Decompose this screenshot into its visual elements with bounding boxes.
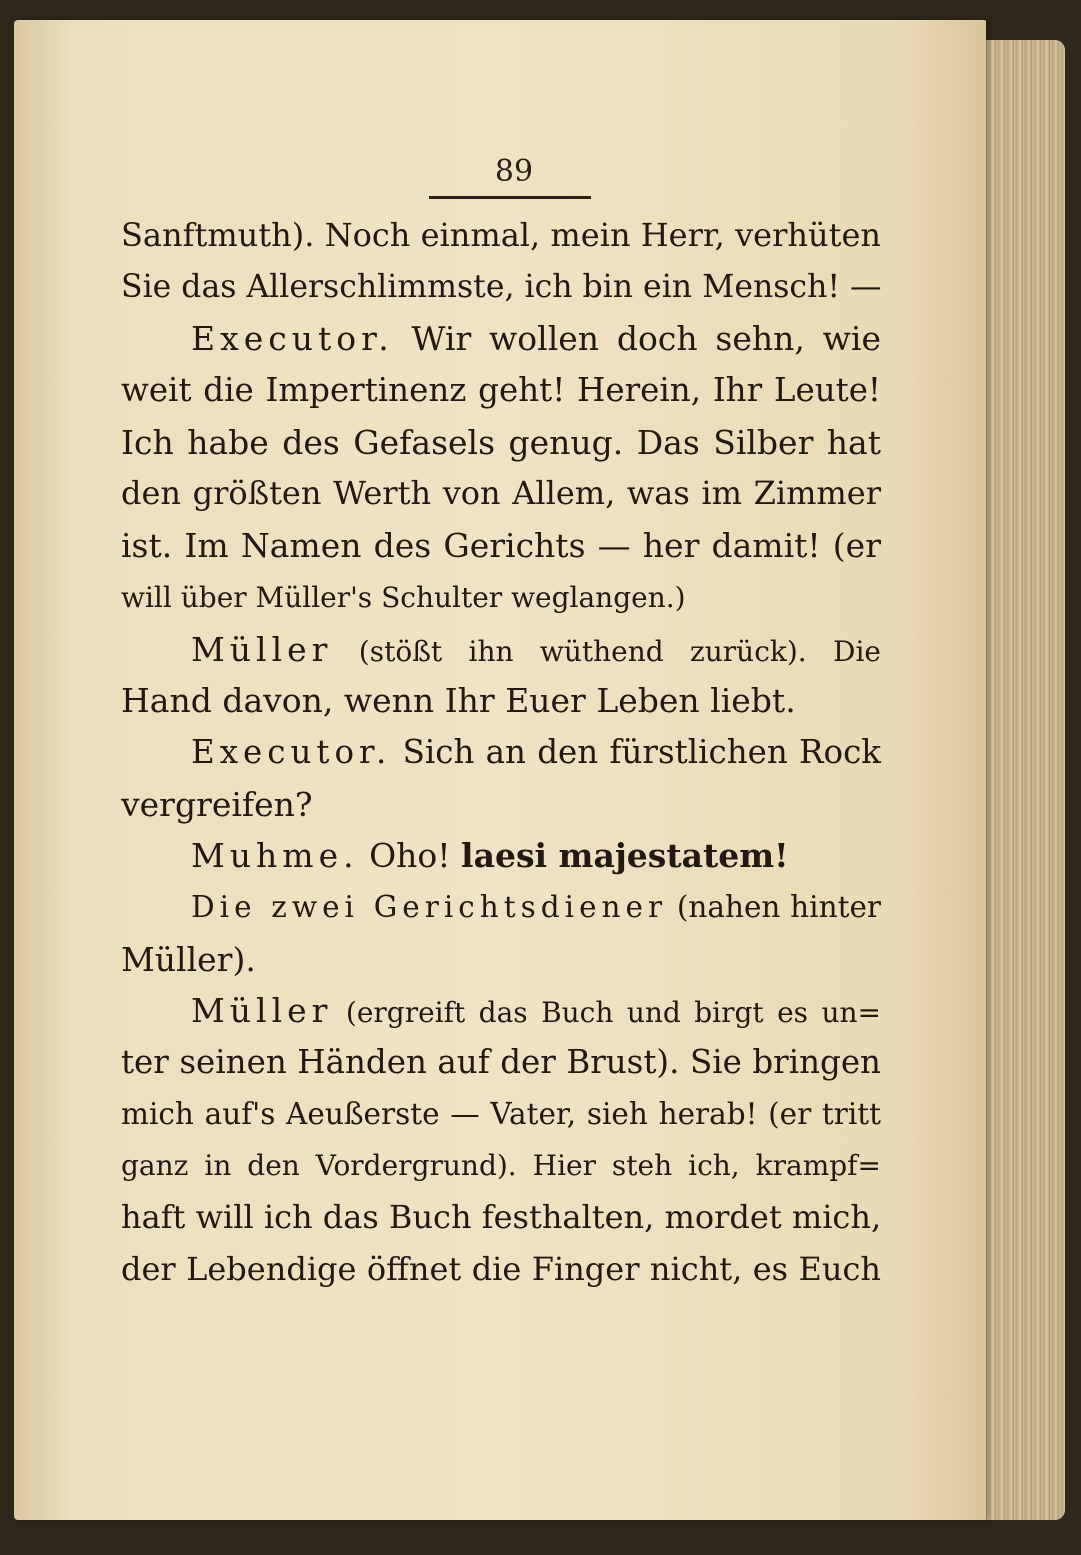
text-line: mich auf's Aeußerste — Vater, sieh herab! (er tritt: [121, 1096, 881, 1131]
text-line: Müller (stößt ihn wüthend zurück). Die: [191, 629, 881, 669]
header-rule: [429, 196, 591, 199]
text-line: Sie das Allerschlimmste, ich bin ein Mensch! —: [121, 268, 882, 305]
text-line: ter seinen Händen auf der Brust). Sie bringen: [121, 1043, 881, 1081]
text-block: [121, 210, 881, 1295]
speaker-name: Müller: [191, 629, 333, 669]
page-number: 89: [494, 154, 534, 189]
text-line: Die zwei Gerichtsdiener (nahen hinter: [191, 889, 881, 924]
text-line: Hand davon, wenn Ihr Euer Leben liebt.: [121, 681, 796, 721]
text-line: haft will ich das Buch festhalten, mordet mich,: [121, 1198, 882, 1237]
text-line: will über Müller's Schulter weglangen.): [121, 580, 686, 614]
text-line: Ich habe des Gefasels genug. Das Silber hat: [121, 422, 881, 462]
text-line: Sanftmuth). Noch einmal, mein Herr, verhüten: [121, 216, 881, 254]
text-line: vergreifen?: [121, 784, 313, 824]
text-line: der Lebendige öffnet die Finger nicht, es Euch: [121, 1249, 881, 1288]
text-line: ganz in den Vordergrund). Hier steh ich, krampf=: [121, 1149, 881, 1183]
latin-phrase: laesi majestatem!: [461, 836, 789, 876]
speaker-name: Executor.: [191, 732, 392, 771]
text-line: Müller (ergreift das Buch und birgt es un=: [191, 991, 881, 1031]
text-line: weit die Impertinenz geht! Herein, Ihr Leute!: [121, 371, 881, 410]
text-line: Executor. Wir wollen doch sehn, wie: [191, 319, 881, 359]
speaker-name: Die zwei Gerichtsdiener: [191, 889, 668, 924]
text-line: den größten Werth von Allem, was im Zimmer: [121, 474, 881, 513]
speaker-name: Executor.: [191, 319, 394, 359]
text-line: Muhme. Oho! laesi majestatem!: [191, 836, 789, 876]
speaker-name: Muhme.: [191, 836, 359, 876]
text-line: ist. Im Namen des Gerichts — her damit! (er: [121, 526, 881, 566]
speaker-name: Müller: [191, 991, 333, 1031]
text-line: Executor. Sich an den fürstlichen Rock: [191, 732, 881, 771]
text-line: Müller).: [121, 939, 256, 979]
